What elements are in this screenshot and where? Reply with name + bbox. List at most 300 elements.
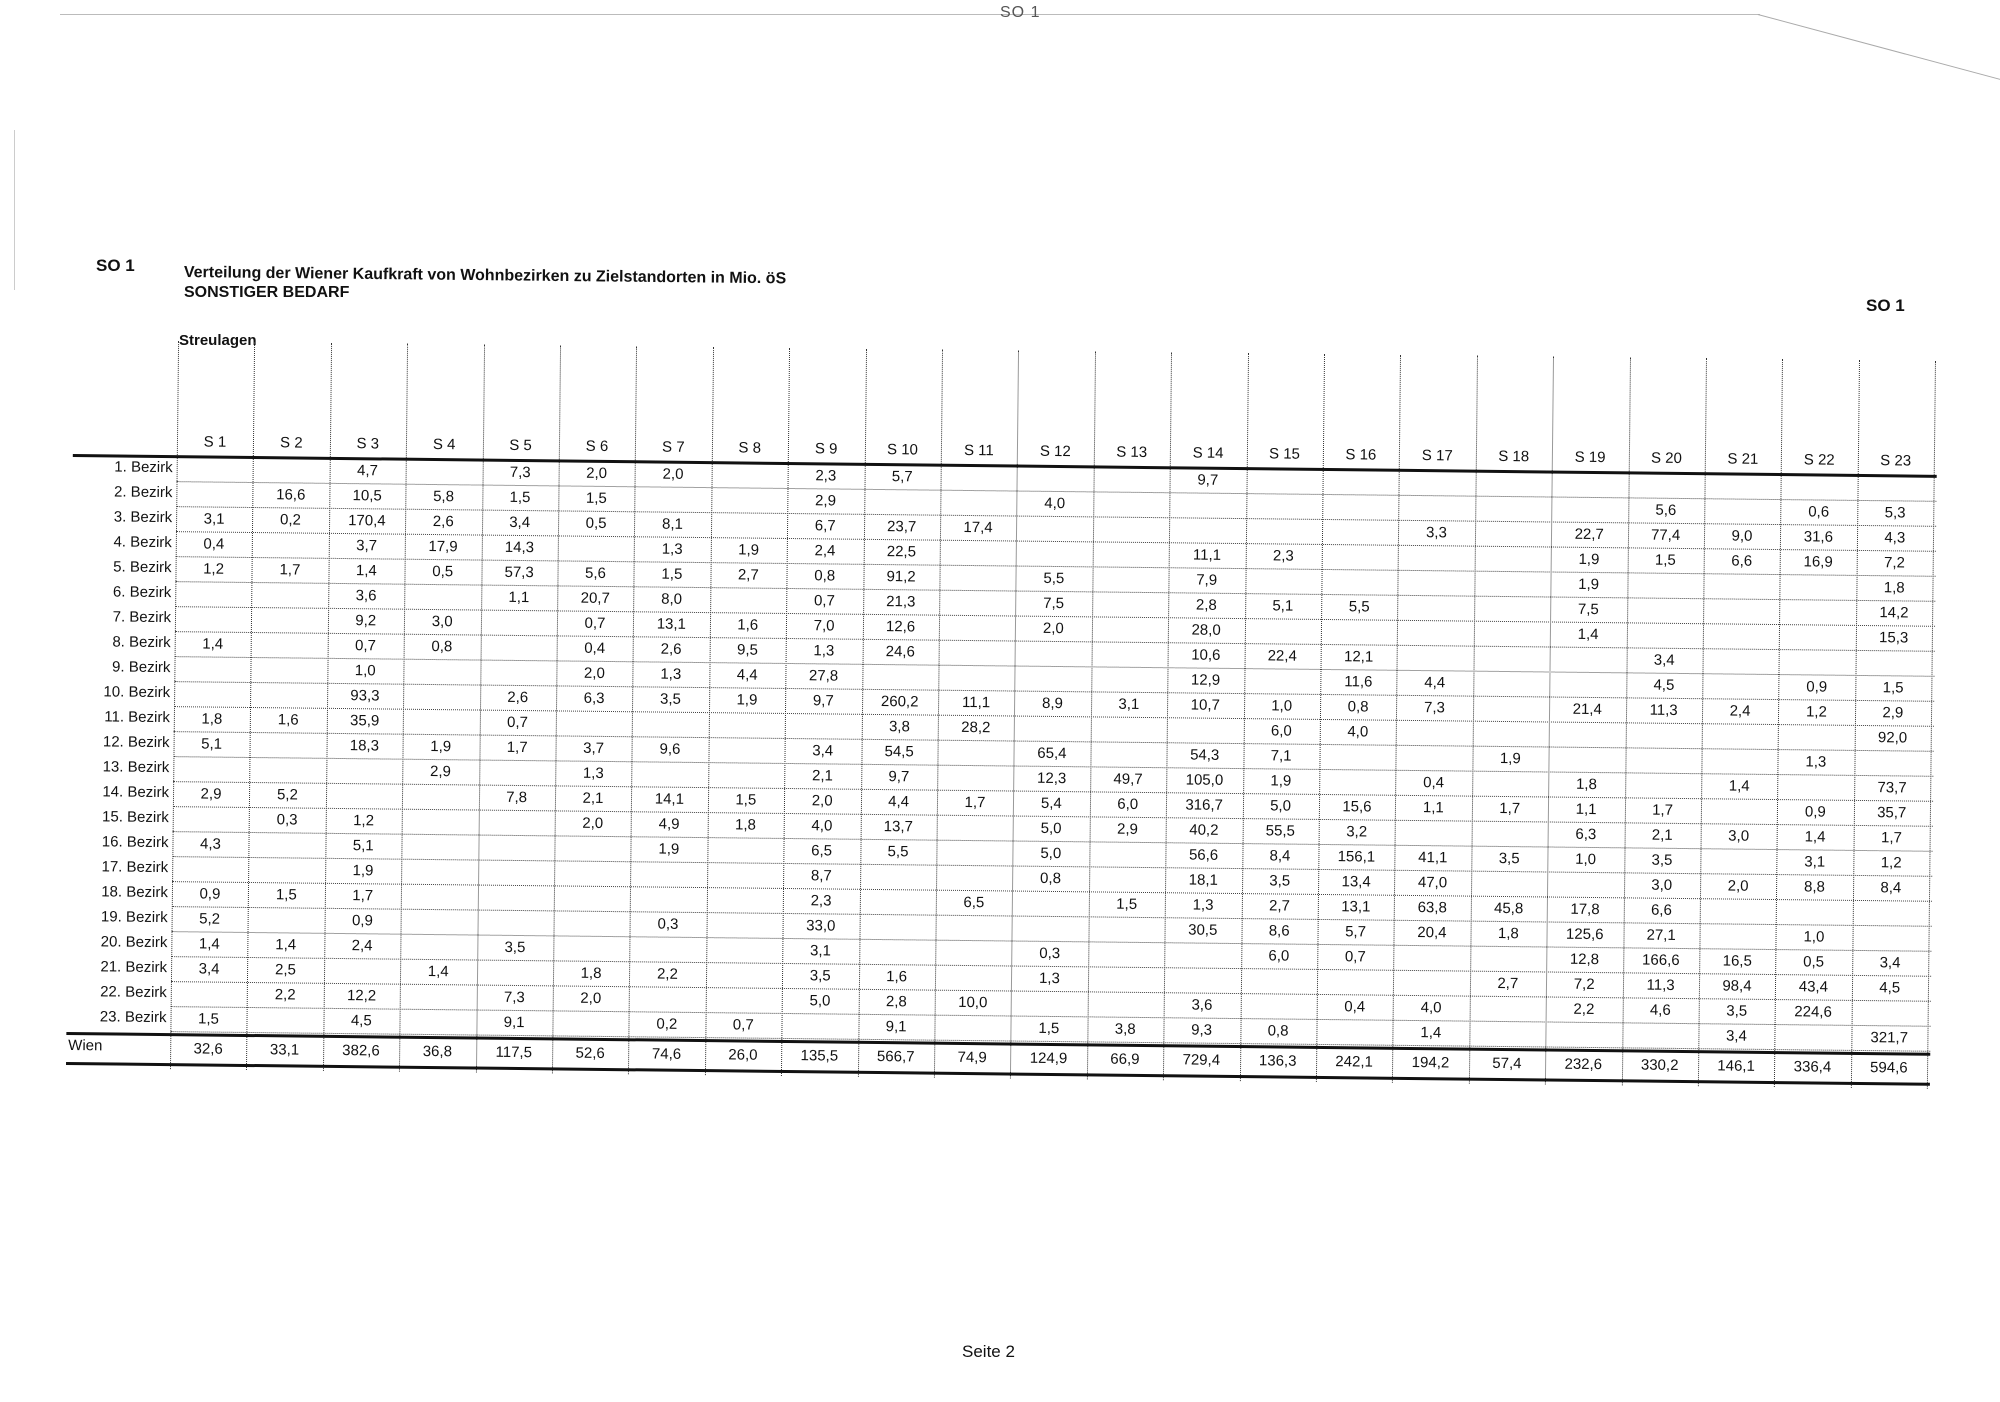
column-header: S 14 [1192, 444, 1224, 462]
table-cell: 1,4 [1577, 625, 1599, 644]
table-cell: 0,8 [1267, 1022, 1289, 1040]
table-cell: 1,5 [585, 489, 607, 507]
table-cell: 0,7 [813, 592, 835, 610]
table-cell: 1,5 [735, 791, 757, 809]
table-cell: 3,6 [355, 587, 377, 605]
total-cell: 194,2 [1411, 1053, 1450, 1072]
table-cell: 7,0 [813, 617, 835, 635]
total-cell: 136,3 [1258, 1052, 1297, 1070]
table-cell: 4,3 [199, 835, 222, 853]
column-header: S 23 [1880, 452, 1912, 470]
table-cell: 3,4 [812, 742, 834, 760]
table-cell: 0,9 [351, 912, 373, 930]
table-cell: 0,4 [1344, 998, 1366, 1016]
table-cell: 1,1 [1422, 799, 1444, 817]
table-cell: 2,1 [1651, 826, 1673, 844]
column-header: S 15 [1268, 445, 1301, 463]
table-cell: 1,3 [1038, 969, 1060, 988]
table-cell: 6,5 [963, 893, 985, 912]
table-cell: 3,0 [431, 613, 453, 631]
table-cell: 2,3 [1272, 547, 1294, 565]
page-left-edge [14, 130, 15, 290]
table-cell: 1,5 [1116, 895, 1138, 913]
table-cell: 2,0 [1727, 877, 1749, 895]
table-cell: 18,3 [349, 737, 380, 755]
table-cell: 6,0 [1270, 722, 1292, 740]
page-top-edge [60, 14, 1760, 15]
row-label: 7. Bezirk [112, 608, 172, 627]
table-cell: 1,3 [813, 642, 835, 660]
table-cell: 28,0 [1191, 621, 1221, 639]
table-cell: 3,7 [356, 537, 378, 555]
table-cell: 5,1 [1272, 597, 1294, 615]
table-cell: 0,7 [1344, 948, 1366, 966]
table-cell: 6,0 [1268, 947, 1290, 965]
column-header: S 3 [356, 435, 380, 453]
table-cell: 1,9 [1578, 575, 1600, 594]
table-cell: 4,3 [1884, 529, 1906, 547]
row-label: 16. Bezirk [101, 833, 169, 852]
table-cell: 4,6 [1649, 1001, 1671, 1019]
column-header: S 8 [738, 439, 762, 457]
table-cell: 4,4 [1424, 674, 1446, 692]
table-cell: 3,4 [1653, 651, 1675, 669]
table-cell: 3,1 [203, 510, 225, 528]
table-cell: 7,3 [503, 988, 525, 1007]
table-cell: 5,2 [276, 786, 298, 804]
row-label: 3. Bezirk [113, 508, 173, 527]
table-cell: 47,0 [1417, 874, 1448, 892]
total-cell: 57,4 [1492, 1054, 1522, 1073]
table-cell: 1,0 [1575, 850, 1597, 869]
table-cell: 11,1 [1192, 546, 1222, 564]
table-cell: 3,5 [504, 938, 526, 957]
table-cell: 5,6 [1655, 501, 1677, 519]
table-cell: 1,1 [508, 588, 530, 607]
row-label: 4. Bezirk [113, 533, 172, 552]
table-cell: 35,7 [1877, 804, 1907, 822]
table-cell: 12,2 [346, 987, 377, 1005]
table-cell: 1,3 [661, 540, 683, 558]
table-cell: 1,8 [735, 816, 757, 834]
table-cell: 5,7 [891, 468, 913, 486]
total-cell: 74,9 [957, 1048, 987, 1067]
row-label: 2. Bezirk [113, 483, 173, 502]
column-header: S 13 [1116, 443, 1148, 461]
table-cell: 0,9 [199, 885, 221, 903]
data-table [66, 350, 1938, 1131]
table-cell: 0,3 [1039, 944, 1061, 963]
table-cell: 1,7 [1499, 799, 1521, 818]
table-cell: 4,0 [1420, 999, 1442, 1017]
table-cell: 0,8 [1040, 869, 1062, 888]
row-label: 18. Bezirk [101, 883, 169, 902]
table-cell: 321,7 [1870, 1029, 1909, 1047]
table-cell: 1,5 [198, 1010, 220, 1028]
table-cell: 91,2 [886, 568, 916, 586]
table-cell: 4,0 [811, 817, 833, 835]
table-cell: 8,7 [810, 867, 832, 885]
table-cell: 4,5 [1653, 676, 1675, 694]
table-cell: 21,3 [886, 593, 916, 611]
total-cell: 32,6 [193, 1040, 223, 1058]
table-cell: 3,5 [1269, 872, 1291, 890]
table-cell: 45,8 [1493, 899, 1524, 918]
table-cell: 2,2 [656, 965, 678, 983]
table-cell: 7,3 [1423, 699, 1445, 717]
table-cell: 1,7 [1880, 829, 1902, 847]
table-cell: 0,3 [276, 811, 298, 829]
table-cell: 1,7 [352, 887, 374, 905]
total-cell: 52,6 [575, 1044, 605, 1062]
table-cell: 23,7 [886, 518, 917, 536]
table-cell: 1,3 [582, 764, 604, 782]
table-cell: 14,1 [654, 790, 685, 808]
table-cell: 6,6 [1650, 901, 1672, 919]
table-cell: 2,8 [1195, 596, 1217, 614]
table-cell: 3,4 [1879, 954, 1901, 972]
table-cell: 1,8 [1883, 579, 1905, 597]
column-header: S 2 [280, 434, 303, 452]
table-cell: 2,2 [274, 986, 296, 1004]
table-cell: 316,7 [1185, 796, 1224, 814]
table-cell: 11,3 [1649, 701, 1678, 719]
table-cell: 260,2 [880, 693, 919, 711]
table-cell: 0,3 [657, 915, 679, 933]
column-header: S 22 [1803, 451, 1835, 469]
table-cell: 166,6 [1642, 951, 1680, 969]
page-footer: Seite 2 [962, 1342, 1015, 1361]
table-cell: 0,5 [1803, 953, 1825, 971]
table-cell: 0,9 [1806, 678, 1828, 696]
table-cell: 1,4 [198, 935, 220, 953]
table-cell: 9,7 [812, 692, 834, 710]
table-cell: 1,9 [658, 840, 680, 858]
table-cell: 2,5 [274, 961, 296, 979]
table-cell: 1,4 [1804, 828, 1826, 846]
table-cell: 4,0 [1044, 494, 1066, 513]
table-cell: 77,4 [1650, 526, 1681, 544]
table-cell: 2,9 [1116, 820, 1139, 838]
table-cell: 27,8 [808, 667, 839, 685]
table-cell: 5,1 [201, 735, 223, 753]
table-cell: 3,1 [1804, 853, 1826, 871]
total-cell: 74,6 [651, 1045, 682, 1063]
table-cell: 9,5 [736, 641, 759, 659]
table-cell: 7,2 [1884, 554, 1906, 572]
table-cell: 7,1 [1270, 747, 1292, 765]
column-header: S 1 [203, 433, 227, 451]
table-cell: 0,8 [814, 567, 836, 585]
table-cell: 30,5 [1188, 921, 1218, 939]
table-cell: 170,4 [348, 512, 386, 530]
table-cell: 3,5 [1498, 849, 1520, 868]
table-cell: 3,0 [1728, 827, 1750, 845]
table-cell: 65,4 [1037, 744, 1067, 763]
table-cell: 1,4 [275, 936, 297, 954]
table-cell: 3,1 [809, 942, 832, 960]
table-cell: 63,8 [1417, 899, 1447, 917]
row-label: 12. Bezirk [102, 733, 170, 752]
table-cell: 1,4 [1728, 777, 1750, 795]
table-cell: 3,5 [809, 967, 831, 985]
table-cell: 1,9 [1578, 550, 1600, 569]
total-cell: 566,7 [876, 1048, 915, 1066]
table-cell: 10,7 [1190, 696, 1220, 714]
table-cell: 16,6 [276, 486, 306, 504]
row-label: 13. Bezirk [102, 758, 170, 777]
table-cell: 5,7 [1345, 923, 1367, 941]
table-cell: 0,7 [506, 713, 528, 732]
table-cell: 3,0 [1651, 876, 1673, 894]
table-cell: 15,6 [1342, 798, 1372, 816]
table-cell: 14,2 [1879, 604, 1909, 622]
table-cell: 40,2 [1189, 821, 1219, 839]
table-cell: 3,4 [198, 960, 220, 978]
table-cell: 56,6 [1188, 846, 1219, 864]
row-label: 23. Bezirk [99, 1008, 167, 1027]
table-cell: 4,7 [356, 462, 378, 480]
table-cell: 1,9 [736, 691, 758, 709]
table-cell: 1,2 [353, 812, 375, 830]
table-cell: 5,4 [1040, 794, 1062, 813]
table-cell: 11,6 [1344, 673, 1373, 691]
table-cell: 8,9 [1041, 694, 1064, 713]
table-cell: 20,7 [580, 589, 610, 608]
table-cell: 4,4 [736, 666, 758, 684]
table-cell: 8,4 [1269, 847, 1291, 865]
table-cell: 9,1 [885, 1018, 907, 1036]
table-cell: 1,9 [1270, 772, 1292, 790]
page-subtitle: SONSTIGER BEDARF [184, 284, 350, 301]
table-cell: 3,5 [659, 690, 682, 708]
table-cell: 5,0 [1040, 844, 1062, 863]
table-cell: 9,2 [355, 612, 377, 630]
column-header: S 4 [432, 436, 456, 454]
table-cell: 1,3 [1192, 896, 1214, 914]
table-cell: 16,5 [1722, 952, 1752, 970]
table-cell: 12,8 [1569, 950, 1600, 969]
row-label: 21. Bezirk [100, 958, 168, 977]
table-cell: 8,8 [1803, 878, 1826, 896]
total-cell: 382,6 [342, 1042, 380, 1060]
table-cell: 8,4 [1880, 879, 1902, 897]
table-cell: 4,5 [1879, 979, 1901, 997]
table-cell: 14,3 [504, 538, 535, 557]
table-cell: 2,9 [429, 763, 452, 781]
table-cell: 9,3 [1191, 1021, 1213, 1039]
row-label: 8. Bezirk [112, 633, 171, 652]
table-cell: 10,6 [1191, 646, 1221, 664]
table-cell: 93,3 [350, 687, 380, 705]
table-cell: 8,6 [1268, 922, 1290, 940]
table-cell: 2,0 [583, 664, 605, 682]
column-header: S 19 [1574, 448, 1606, 467]
table-cell: 5,0 [1270, 797, 1292, 815]
table-cell: 11,3 [1646, 976, 1675, 994]
total-cell: 66,9 [1110, 1050, 1140, 1068]
table-cell: 27,1 [1646, 926, 1676, 944]
column-header: S 12 [1039, 442, 1071, 461]
table-cell: 3,4 [509, 513, 531, 532]
total-cell: 594,6 [1870, 1059, 1908, 1077]
table-cell: 7,8 [506, 788, 528, 807]
table-cell: 13,7 [883, 818, 914, 836]
table-cell: 4,9 [658, 815, 680, 833]
table-cell: 2,7 [1268, 897, 1290, 915]
total-cell: 117,5 [495, 1043, 533, 1062]
column-header: S 7 [661, 438, 685, 456]
table-cell: 5,2 [199, 910, 221, 928]
table-cell: 9,1 [503, 1013, 525, 1032]
table-cell: 1,2 [203, 560, 225, 578]
table-cell: 4,0 [1347, 723, 1369, 741]
table-cell: 0,5 [432, 563, 454, 581]
table-cell: 0,7 [584, 614, 606, 632]
column-header: S 6 [585, 437, 609, 455]
table-cell: 1,6 [886, 968, 908, 986]
table-cell: 5,0 [809, 992, 831, 1010]
row-label: 15. Bezirk [101, 808, 169, 827]
table-cell: 92,0 [1877, 729, 1908, 747]
table-cell: 6,7 [814, 517, 836, 535]
table-cell: 0,8 [1347, 698, 1369, 716]
table-cell: 1,5 [275, 886, 297, 904]
table-cell: 3,2 [1346, 823, 1368, 841]
table-cell: 6,3 [583, 689, 605, 707]
table-cell: 1,2 [1805, 703, 1827, 721]
total-cell: 33,1 [269, 1041, 300, 1059]
section-code-right: SO 1 [1866, 296, 1905, 315]
table-cell: 6,0 [1117, 795, 1139, 813]
total-cell: 336,4 [1793, 1058, 1832, 1076]
table-cell: 125,6 [1565, 925, 1604, 944]
table-cell: 2,3 [815, 467, 837, 485]
table-cell: 1,7 [279, 561, 301, 579]
table-cell: 7,5 [1577, 600, 1599, 619]
row-label: 1. Bezirk [114, 458, 173, 477]
column-header: S 21 [1727, 450, 1759, 468]
table-cell: 54,5 [884, 743, 914, 761]
table-cell: 43,4 [1798, 978, 1829, 996]
total-cell: 330,2 [1640, 1056, 1679, 1074]
total-cell: 242,1 [1335, 1053, 1373, 1071]
table-cell: 1,8 [1497, 924, 1519, 943]
table-cell: 5,8 [433, 488, 455, 506]
table-cell: 3,7 [583, 739, 605, 757]
table-cell: 31,6 [1803, 528, 1834, 546]
row-label: 10. Bezirk [103, 683, 171, 702]
column-header: S 16 [1345, 446, 1377, 464]
table-cell: 1,6 [277, 711, 299, 729]
column-header: S 5 [509, 436, 532, 455]
top-stamp: SO 1 [1000, 4, 1041, 21]
table-cell: 0,4 [1423, 774, 1445, 792]
page-title: Verteilung der Wiener Kaufkraft von Wohnbezirken zu Zielstandorten in Mio. öS [183, 264, 787, 288]
table-cell: 1,0 [1803, 928, 1825, 946]
table-cell: 13,1 [656, 615, 687, 633]
table-cell: 0,2 [279, 511, 302, 529]
table-cell: 2,9 [200, 785, 222, 803]
table-cell: 22,7 [1574, 525, 1604, 544]
table-cell: 16,9 [1803, 553, 1833, 571]
table-cell: 1,8 [1575, 775, 1597, 794]
total-cell: 135,5 [800, 1047, 839, 1065]
table-cell: 2,1 [582, 789, 604, 807]
table-cell: 17,4 [963, 518, 993, 537]
table-cell: 12,3 [1036, 769, 1067, 788]
row-label: 11. Bezirk [104, 708, 170, 727]
row-label: 5. Bezirk [113, 558, 172, 577]
table-cell: 2,4 [814, 542, 836, 560]
table-cell: 1,5 [509, 488, 531, 507]
table-cell: 5,3 [1884, 504, 1906, 522]
total-cell: 146,1 [1717, 1057, 1755, 1075]
table-cell: 5,5 [887, 843, 909, 861]
table-cell: 6,5 [811, 842, 833, 860]
table-cell: 6,3 [1575, 825, 1597, 844]
table-cell: 2,6 [507, 688, 529, 707]
table-cell: 22,5 [886, 543, 917, 561]
row-label: 19. Bezirk [100, 908, 168, 927]
table-cell: 0,2 [656, 1015, 678, 1033]
table-cell: 5,6 [585, 564, 607, 582]
table-cell: 2,2 [1573, 1000, 1595, 1019]
row-label: 22. Bezirk [100, 983, 167, 1002]
table-cell: 13,4 [1341, 873, 1371, 891]
table-cell: 1,3 [660, 665, 682, 683]
table-cell: 1,4 [355, 562, 377, 580]
group-label: Streulagen [179, 332, 257, 349]
table-cell: 10,5 [352, 487, 382, 505]
table-cell: 2,9 [1882, 704, 1904, 722]
table-cell: 17,8 [1570, 900, 1600, 919]
total-cell: 232,6 [1564, 1055, 1603, 1074]
table-cell: 0,7 [732, 1016, 754, 1034]
table-cell: 1,0 [354, 662, 376, 680]
total-cell: 124,9 [1029, 1049, 1068, 1068]
table-cell: 3,6 [1191, 996, 1213, 1014]
table-cell: 9,7 [1197, 471, 1219, 489]
table-cell: 7,3 [509, 463, 531, 482]
total-cell: 26,0 [728, 1046, 758, 1064]
table-cell: 0,7 [354, 637, 377, 655]
table-cell: 15,3 [1878, 629, 1909, 647]
table-cell: 17,9 [428, 537, 458, 556]
table-cell: 1,4 [427, 962, 449, 981]
table-cell: 1,5 [1038, 1019, 1060, 1038]
section-code-left: SO 1 [96, 256, 135, 275]
table-cell: 35,9 [349, 712, 380, 730]
total-cell: 36,8 [422, 1042, 453, 1061]
table-cell: 12,6 [885, 618, 916, 636]
table-cell: 0,4 [584, 639, 606, 657]
table-cell: 2,0 [586, 464, 608, 482]
row-label: 6. Bezirk [112, 583, 172, 602]
table-cell: 57,3 [504, 563, 534, 582]
table-cell: 41,1 [1418, 849, 1448, 867]
table-cell: 18,1 [1188, 871, 1219, 889]
table-cell: 105,0 [1185, 771, 1224, 789]
table-cell: 2,4 [1729, 702, 1751, 720]
table-cell: 6,6 [1731, 552, 1753, 570]
table-cell: 12,9 [1190, 671, 1221, 689]
row-label: 20. Bezirk [100, 933, 168, 952]
table-cell: 0,8 [431, 638, 453, 656]
page-corner-fold [1758, 14, 2000, 87]
column-header: S 11 [963, 441, 994, 460]
table-cell: 3,5 [1651, 851, 1673, 869]
